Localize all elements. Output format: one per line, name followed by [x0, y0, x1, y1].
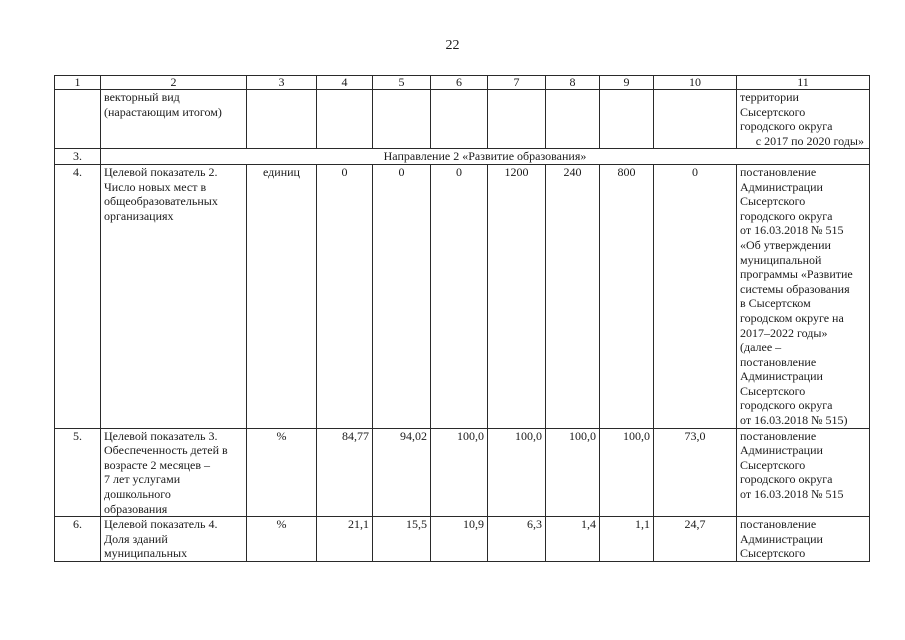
value-cell: 240: [546, 164, 600, 428]
indicator-name: Целевой показатель 4. Доля зданий муниципальных: [101, 517, 247, 562]
column-header: 5: [373, 76, 431, 90]
page-number: 22: [445, 38, 460, 53]
value-cell: 100,0: [488, 428, 546, 517]
unit-cell: %: [247, 428, 317, 517]
value-cell: 0: [373, 164, 431, 428]
row-number: 4.: [55, 164, 101, 428]
indicators-table: [54, 75, 870, 562]
value-cell: [600, 90, 654, 149]
column-header: 2: [101, 76, 247, 90]
table-row: [55, 517, 870, 562]
column-header: 10: [654, 76, 737, 90]
column-header: 6: [431, 76, 488, 90]
value-cell: 100,0: [431, 428, 488, 517]
value-cell: 84,77: [317, 428, 373, 517]
value-cell: [431, 90, 488, 149]
value-cell: [488, 90, 546, 149]
value-cell: [546, 90, 600, 149]
value-cell: 10,9: [431, 517, 488, 562]
value-cell: 0: [317, 164, 373, 428]
column-header: 7: [488, 76, 546, 90]
value-cell: [373, 90, 431, 149]
indicator-name: Целевой показатель 3. Обеспеченность детей в возрасте 2 месяцев – 7 лет услугами дошкольного образования: [101, 428, 247, 517]
value-cell: 0: [654, 164, 737, 428]
table-row: [55, 164, 870, 428]
indicator-name: Целевой показатель 2. Число новых мест в общеобразовательных организациях: [101, 164, 247, 428]
table-row-continuation: [55, 90, 870, 149]
column-header: 1: [55, 76, 101, 90]
column-header: 3: [247, 76, 317, 90]
row-number: 5.: [55, 428, 101, 517]
value-cell: 21,1: [317, 517, 373, 562]
table-row-direction: [55, 149, 870, 165]
value-cell: 100,0: [546, 428, 600, 517]
indicator-name: векторный вид (нарастающим итогом): [101, 90, 247, 149]
direction-heading: Направление 2 «Развитие образования»: [101, 149, 870, 165]
source-note: постановление Администрации Сысертского городского округа от 16.03.2018 № 515: [737, 428, 870, 517]
table-row: [55, 428, 870, 517]
value-cell: 100,0: [600, 428, 654, 517]
value-cell: 24,7: [654, 517, 737, 562]
unit-cell: [247, 90, 317, 149]
source-note: территории Сысертского городского округа с 2017 по 2020 годы»: [737, 90, 870, 149]
value-cell: 1200: [488, 164, 546, 428]
row-number: 6.: [55, 517, 101, 562]
source-note: постановление Администрации Сысертского городского округа от 16.03.2018 № 515 «Об утверждении муниципальной программы «Развитие системы образования в Сысертском городском округе на 2017–2022 годы» (далее – постановление Администрации Сысертского городского округа от 16.03.2018 № 515): [737, 164, 870, 428]
row-number: 3.: [55, 149, 101, 165]
value-cell: 1,4: [546, 517, 600, 562]
column-header: 4: [317, 76, 373, 90]
value-cell: 94,02: [373, 428, 431, 517]
value-cell: 1,1: [600, 517, 654, 562]
unit-cell: единиц: [247, 164, 317, 428]
column-header: 11: [737, 76, 870, 90]
unit-cell: %: [247, 517, 317, 562]
source-note: постановление Администрации Сысертского: [737, 517, 870, 562]
column-header: 8: [546, 76, 600, 90]
value-cell: 0: [431, 164, 488, 428]
column-numbers-row: [55, 76, 870, 90]
value-cell: 73,0: [654, 428, 737, 517]
value-cell: [317, 90, 373, 149]
column-header: 9: [600, 76, 654, 90]
value-cell: 15,5: [373, 517, 431, 562]
value-cell: 6,3: [488, 517, 546, 562]
row-number: [55, 90, 101, 149]
value-cell: [654, 90, 737, 149]
value-cell: 800: [600, 164, 654, 428]
